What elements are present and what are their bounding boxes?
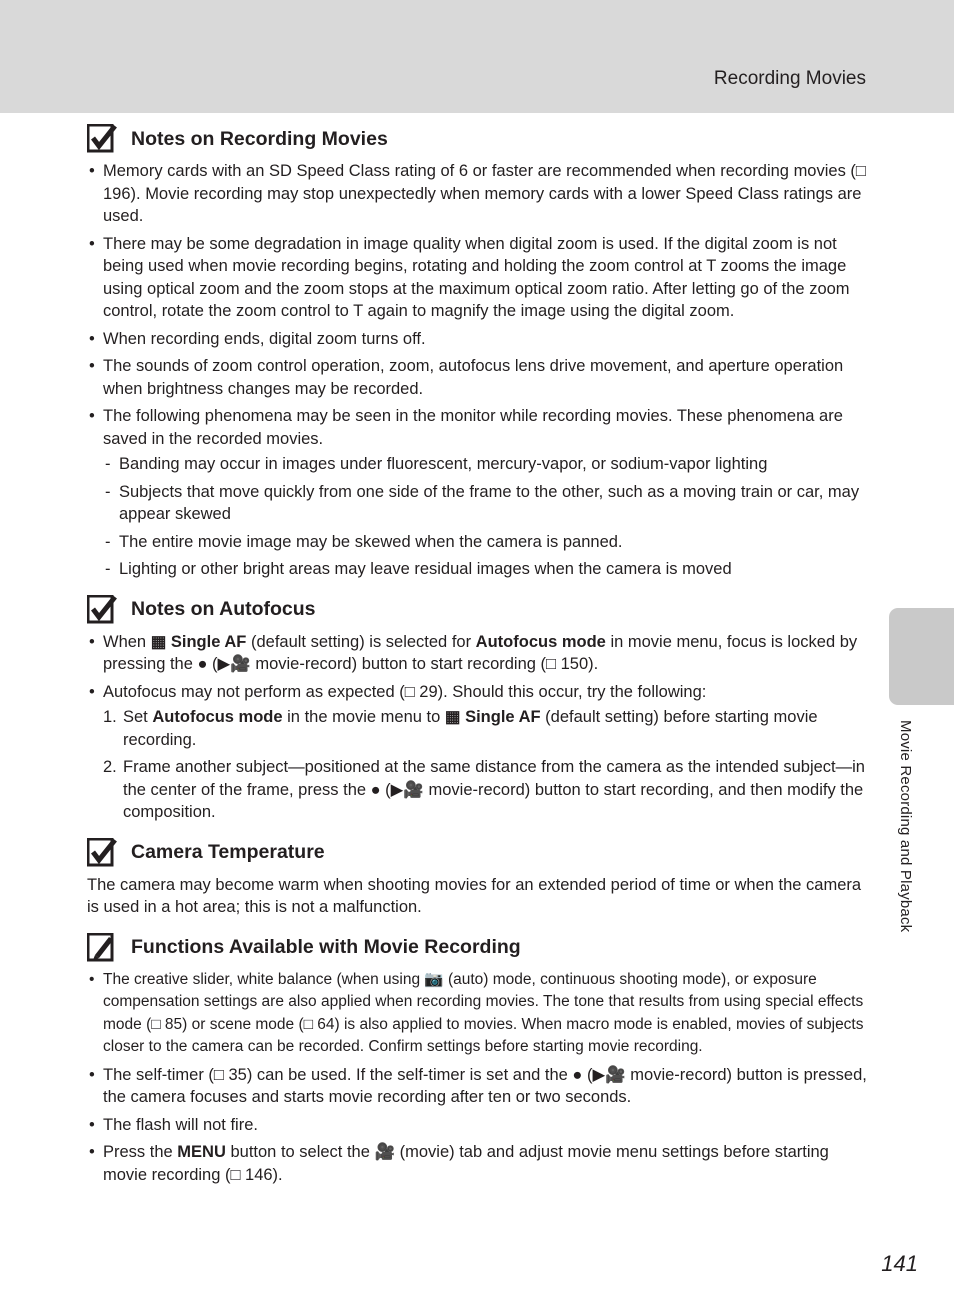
section-camera-temperature	[87, 838, 869, 919]
section-title: Notes on Autofocus	[131, 598, 316, 621]
numbered-item	[103, 756, 869, 824]
list-item	[87, 1141, 869, 1186]
section-title: Camera Temperature	[131, 841, 325, 864]
header-bar	[0, 0, 954, 113]
numbered-list	[103, 706, 869, 824]
list-item-text: The following phenomena may be seen in the monitor while recording movies. These phenomena are saved in the recorded movies.	[103, 407, 843, 448]
page-content	[87, 124, 869, 1200]
section-notes-autofocus	[87, 595, 869, 824]
section-heading	[87, 124, 869, 154]
list-item	[87, 405, 869, 581]
section-heading	[87, 933, 869, 963]
check-mark-icon	[87, 595, 117, 625]
section-title: Functions Available with Movie Recording	[131, 936, 521, 959]
paragraph: The camera may become warm when shooting movies for an extended period of time or when the camera is used in a hot area; this is not a malfunction.	[87, 875, 862, 916]
list-item: • The creative slider, white balance (when using 📷 (auto) mode, continuous shooting mode), or exposure compensation settings are also applied when recording movies. The tone that results from using special effects mode (□ 85) or scene mode (□ 64) is also applied to movies. When macro mode is enabled, movies of subjects closer to the camera can be recorded. Confirm settings before starting movie recording.	[87, 969, 869, 1059]
section-notes-recording	[87, 124, 869, 581]
menu-text-icon: MENU	[177, 1143, 226, 1161]
section-heading	[87, 595, 869, 625]
list-item: • Memory cards with an SD Speed Class rating of 6 or faster are recommended when recording movies (□ 196). Movie recording may stop unexpectedly when memory cards with a lower Speed Class ratings are used.	[87, 160, 869, 228]
text: Set	[123, 708, 148, 726]
dash-item: - Lighting or other bright areas may leave residual images when the camera is moved	[103, 558, 869, 581]
af-s-icon: ▦	[150, 632, 167, 651]
text: Press the	[103, 1143, 173, 1161]
list-item	[87, 631, 869, 676]
text: button to select the 🎥 (movie) tab and adjust movie menu settings before starting movie recording (□ 146).	[103, 1143, 829, 1184]
side-tab-label: Movie Recording and Playback	[897, 720, 914, 933]
item-number: 1.	[103, 708, 117, 726]
item-number: 2.	[103, 758, 117, 776]
text: (default setting) is selected for	[250, 632, 472, 651]
list-item: • The self-timer (□ 35) can be used. If the self-timer is set and the ● (▶🎥 movie-record) button is pressed, the camera focuses and starts movie recording after ten or two seconds.	[87, 1064, 869, 1109]
bullet-list	[87, 160, 869, 581]
list-item-text: Autofocus may not perform as expected (□ 29). Should this occur, try the following:	[103, 682, 707, 701]
dash-item: - The entire movie image may be skewed when the camera is panned.	[103, 531, 869, 554]
section-title: Notes on Recording Movies	[131, 127, 388, 150]
dash-item: - Subjects that move quickly from one side of the frame to the other, such as a moving train or car, may appear skewed	[103, 481, 869, 526]
page-number: 141	[881, 1251, 918, 1276]
bold-text: Single AF	[465, 708, 541, 726]
section-functions-available	[87, 933, 869, 1187]
section-heading	[87, 838, 869, 868]
bold-text: Autofocus mode	[475, 632, 606, 651]
list-item: • When recording ends, digital zoom turns off.	[87, 328, 869, 351]
list-item	[87, 681, 869, 824]
bold-text: Single AF	[170, 632, 247, 651]
bold-text: Autofocus mode	[152, 708, 283, 726]
list-item: • The flash will not fire.	[87, 1114, 869, 1137]
dash-list	[103, 453, 869, 581]
text: (default setting) before starting movie recording.	[123, 708, 818, 749]
text: When	[103, 632, 147, 651]
numbered-item	[103, 706, 869, 751]
text: in the movie menu to	[287, 708, 441, 726]
bullet-list	[87, 969, 869, 1187]
list-item: • There may be some degradation in image quality when digital zoom is used. If the digital zoom is not being used when movie recording begins, rotating and holding the zoom control at T zooms the image using optical zoom and the zoom stops at the maximum optical zoom ratio. After letting go of the zoom control, rotate the zoom control to T again to magnify the image using the digital zoom.	[87, 233, 869, 323]
pencil-icon	[87, 933, 117, 963]
text: Frame another subject—positioned at the same distance from the camera as the intended subject—in the center of the frame, press the ● (▶🎥 movie-record) button to start recording, and then modify the composition.	[123, 758, 865, 821]
list-item: • The sounds of zoom control operation, zoom, autofocus lens drive movement, and aperture operation when brightness changes may be recorded.	[87, 355, 869, 400]
text: in movie menu, focus is locked by pressing the ● (▶🎥 movie-record) button to start recording (□ 150).	[103, 632, 858, 673]
check-mark-icon	[87, 124, 117, 154]
bullet-list	[87, 631, 869, 824]
check-mark-icon	[87, 838, 117, 868]
dash-item: - Banding may occur in images under fluorescent, mercury-vapor, or sodium-vapor lighting	[103, 453, 869, 476]
side-tab	[889, 608, 954, 705]
af-s-icon: ▦	[444, 708, 461, 726]
chapter-title: Recording Movies	[713, 68, 866, 89]
